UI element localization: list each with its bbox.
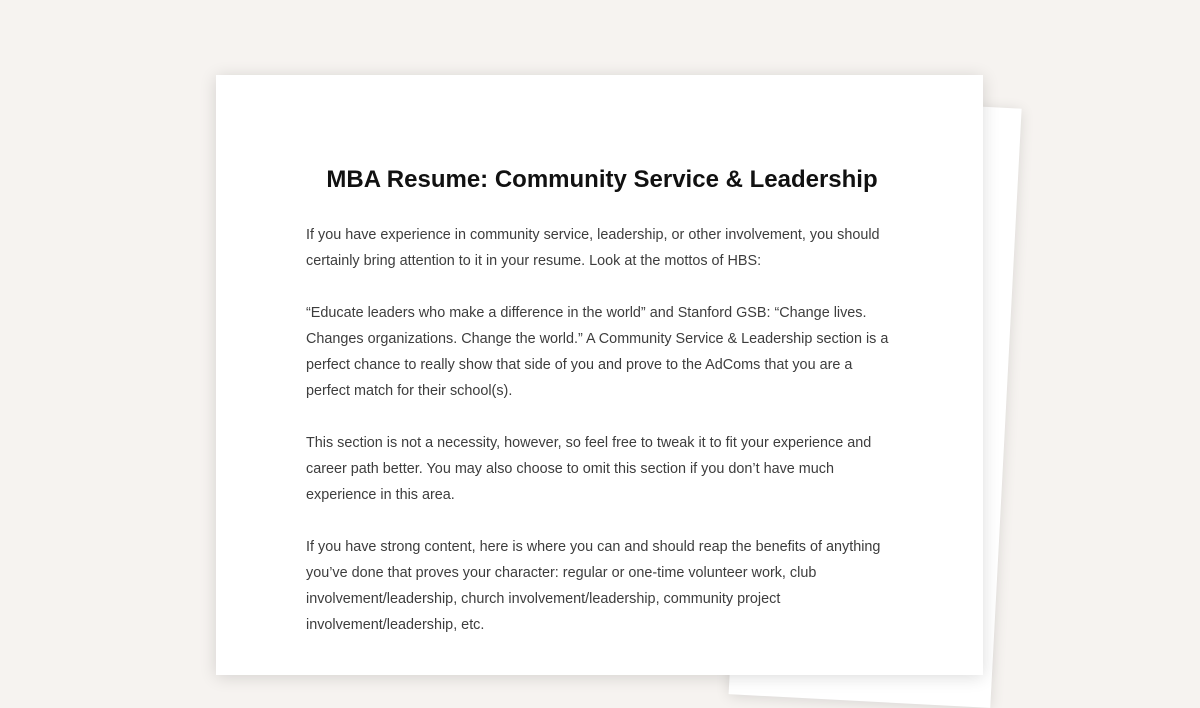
paragraph-mottos: “Educate leaders who make a difference in the world” and Stanford GSB: “Change lives. Changes organizations. Change the world.” A Community Service & Leadership section is a perfect chance to really show that side of you and prove to the AdComs that you are a perfect match for their school(s). — [306, 305, 889, 399]
paragraph-optional: This section is not a necessity, however, so feel free to tweak it to fit your experience and career path better. You may also choose to omit this section if you don’t have much experience in this area. — [306, 435, 872, 503]
paragraph-intro: If you have experience in community service, leadership, or other involvement, you should certainly bring attention to it in your resume. Look at the mottos of HBS: — [306, 227, 880, 269]
document-page — [216, 75, 983, 675]
paragraph-strong-content: If you have strong content, here is where you can and should reap the benefits of anything you’ve done that proves your character: regular or one-time volunteer work, club involvement/leadership, church involvement/leadership, community project involvement/leadership, etc. — [306, 539, 881, 633]
document-content — [306, 165, 898, 638]
document-title: MBA Resume: Community Service & Leadership — [326, 166, 878, 193]
